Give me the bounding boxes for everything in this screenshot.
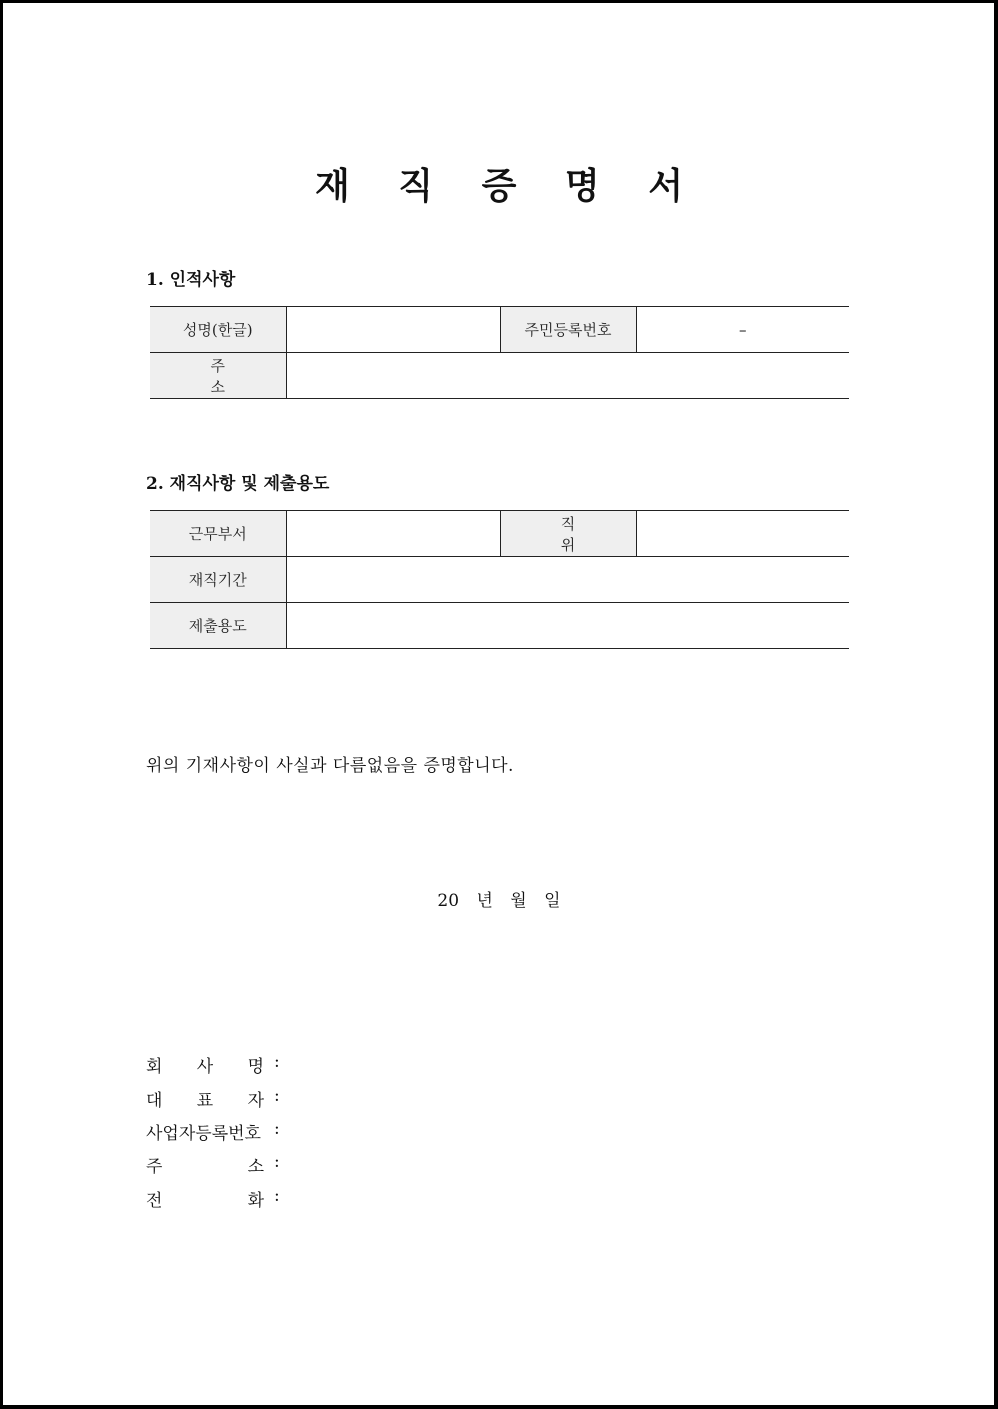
company-address-label: 주 소 — [146, 1157, 264, 1177]
company-name-line: 회 사 명 : — [146, 1052, 280, 1077]
employment-table — [150, 510, 849, 649]
section-heading-employment: 2. 재직사항 및 제출용도 — [146, 474, 330, 494]
purpose-label: 제출용도 — [150, 603, 286, 649]
position-label: 직 위 — [500, 511, 636, 557]
table-row — [150, 307, 849, 353]
position-field[interactable] — [636, 511, 849, 557]
rrn-field[interactable]: – — [636, 307, 849, 353]
table-row — [150, 557, 849, 603]
date-year-prefix: 20 — [437, 891, 460, 911]
name-field[interactable] — [286, 307, 500, 353]
section-heading-personal-info: 1. 인적사항 — [146, 270, 236, 290]
table-row — [150, 353, 849, 399]
issue-date — [0, 886, 998, 911]
certification-statement: 위의 기재사항이 사실과 다름없음을 증명합니다. — [146, 756, 514, 776]
address-field[interactable] — [286, 353, 849, 399]
date-year-unit: 년 — [476, 891, 493, 911]
date-day-unit: 일 — [544, 891, 561, 911]
name-label: 성명(한글) — [150, 307, 286, 353]
employment-period-field[interactable] — [286, 557, 849, 603]
company-name-label: 회 사 명 — [146, 1057, 264, 1077]
phone-label: 전 화 — [146, 1191, 264, 1211]
company-address-line: 주 소 : — [146, 1152, 280, 1177]
ceo-line: 대 표 자 : — [146, 1086, 280, 1111]
business-number-label: 사업자등록번호 — [146, 1124, 261, 1144]
table-row — [150, 511, 849, 557]
purpose-field[interactable] — [286, 603, 849, 649]
address-label: 주 소 — [150, 353, 286, 399]
employment-period-label: 재직기간 — [150, 557, 286, 603]
phone-line: 전 화 : — [146, 1186, 280, 1211]
personal-info-table — [150, 306, 849, 399]
date-month-unit: 월 — [510, 891, 527, 911]
ceo-label: 대 표 자 — [146, 1091, 264, 1111]
department-field[interactable] — [286, 511, 500, 557]
department-label: 근무부서 — [150, 511, 286, 557]
business-number-line: 사업자등록번호 : — [146, 1119, 280, 1144]
document-title: 재 직 증 명 서 — [314, 165, 701, 207]
rrn-label: 주민등록번호 — [500, 307, 636, 353]
table-row — [150, 603, 849, 649]
